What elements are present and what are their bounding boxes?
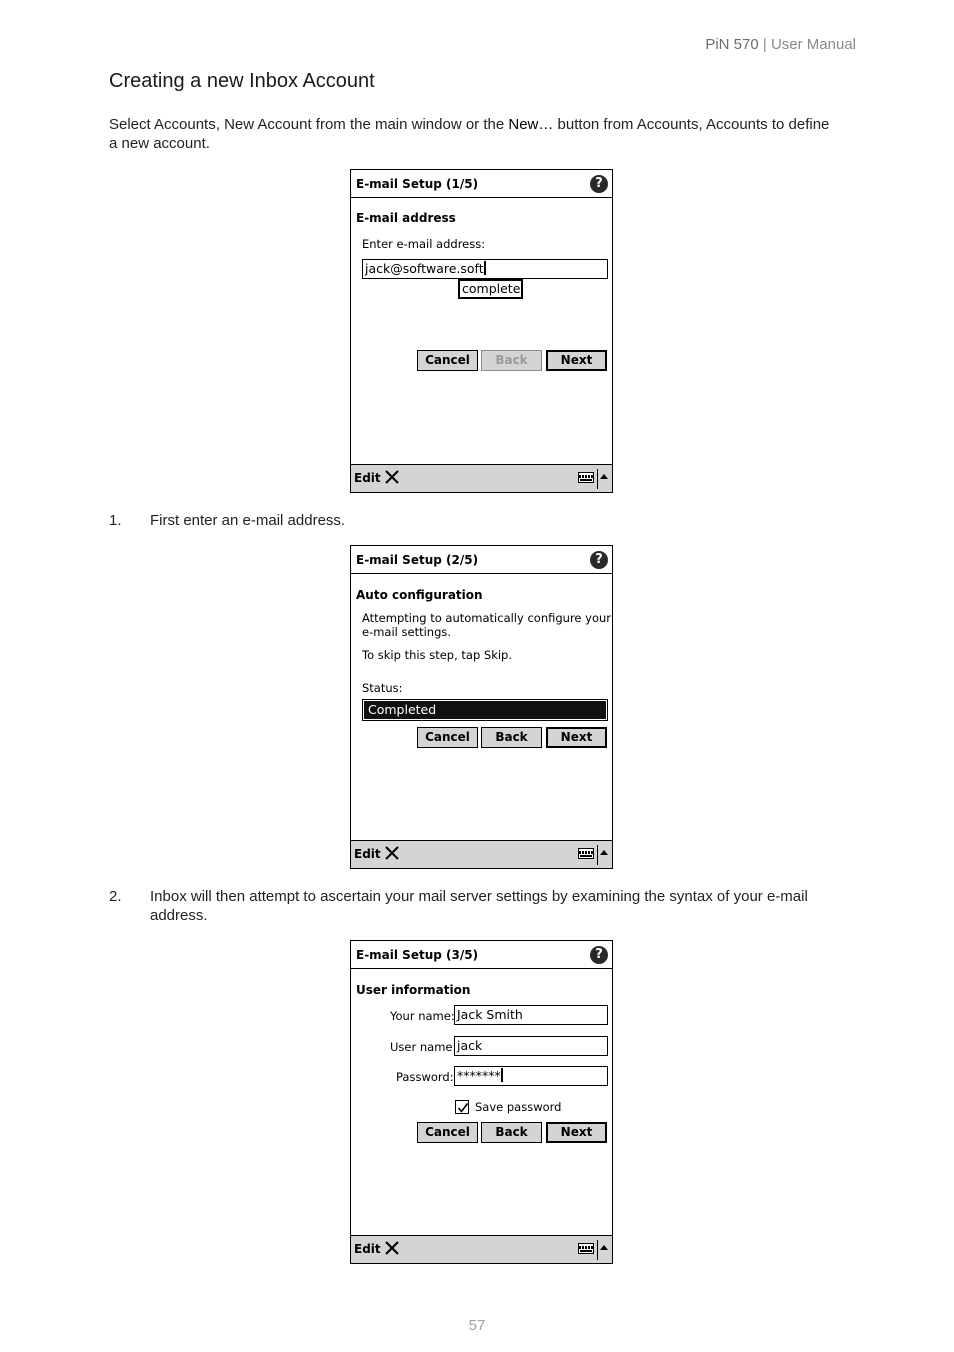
screen-title: E-mail Setup (2/5) [356,553,479,567]
keyboard-icon[interactable] [578,1243,594,1254]
cancel-button[interactable]: Cancel [417,727,478,748]
section-heading: E-mail address [356,211,456,225]
help-icon[interactable]: ? [590,175,608,193]
back-button[interactable]: Back [481,1122,542,1143]
user-name-label: User name: [390,1040,457,1054]
email-input[interactable] [362,259,608,279]
cut-icon[interactable] [384,845,400,861]
back-button[interactable]: Back [481,350,542,371]
email-setup-screen-3 [350,940,613,1264]
cancel-button[interactable]: Cancel [417,350,478,371]
help-icon[interactable]: ? [590,946,608,964]
input-panel-arrow-icon[interactable] [600,474,608,479]
password-value: ******* [457,1068,501,1083]
intro-text-2: button from Accounts, Accounts to define a new account. [109,116,830,152]
status-description-line-1: Attempting to automatically configure your [362,611,612,625]
section-heading: Auto configuration [356,588,483,602]
edit-menu[interactable]: Edit [354,471,381,485]
user-name-input[interactable] [454,1036,608,1056]
menu-bar [351,464,612,492]
header-separator: | [758,36,771,53]
cancel-button[interactable]: Cancel [417,1122,478,1143]
input-panel-arrow-icon[interactable] [600,1245,608,1250]
page-header [705,36,856,53]
save-password-checkbox[interactable] [455,1100,469,1114]
user-name-value: jack [457,1038,483,1053]
status-label: Status: [362,681,403,695]
back-button[interactable]: Back [481,727,542,748]
skip-instruction: To skip this step, tap Skip. [362,648,513,662]
keyboard-icon[interactable] [578,472,594,483]
status-description-line-2: e-mail settings. [362,625,452,639]
section-title: Creating a new Inbox Account [109,70,375,92]
text-cursor [484,261,486,275]
new-button-ref: New… [508,116,554,133]
cut-icon[interactable] [384,1240,400,1256]
screen-title: E-mail Setup (3/5) [356,948,479,962]
password-label: Password: [396,1070,454,1084]
keyboard-icon[interactable] [578,848,594,859]
page-number: 57 [468,1317,486,1334]
step-text: First enter an e-mail address. [150,512,346,529]
step-text: Inbox will then attempt to ascertain your mail server settings by examining the syntax of your e-mail address. [150,888,808,924]
autocomplete-text: complete [462,281,521,296]
edit-menu[interactable]: Edit [354,847,381,861]
menu-divider [597,1240,598,1260]
email-prompt-label: Enter e-mail address: [362,237,486,251]
manual-title: User Manual [770,36,856,53]
title-bar [351,170,612,198]
your-name-label: Your name: [390,1009,455,1023]
step-number: 2. [109,888,122,905]
cut-icon[interactable] [384,469,400,485]
title-bar [351,941,612,969]
next-button[interactable]: Next [546,1122,607,1143]
your-name-input[interactable] [454,1005,608,1025]
next-button[interactable]: Next [546,727,607,748]
edit-menu[interactable]: Edit [354,1242,381,1256]
next-button[interactable]: Next [546,350,607,371]
save-password-label: Save password [475,1100,562,1114]
menu-divider [597,845,598,865]
your-name-value: Jack Smith [457,1007,523,1022]
input-panel-arrow-icon[interactable] [600,850,608,855]
password-input[interactable] [454,1066,608,1086]
menu-divider [597,469,598,489]
email-input-value: jack@software.soft [365,261,484,276]
intro-text-1: Select Accounts, New Account from the main window or the [109,116,509,133]
autocomplete-suggestion[interactable] [458,279,523,299]
section-heading: User information [356,983,471,997]
step-number: 1. [109,512,122,529]
checkmark-icon [456,1101,470,1115]
email-setup-screen-1 [350,169,613,493]
email-setup-screen-2 [350,545,613,869]
screen-title: E-mail Setup (1/5) [356,177,479,191]
help-icon[interactable]: ? [590,551,608,569]
status-progress-bar [362,699,608,721]
title-bar [351,546,612,574]
status-value: Completed [364,701,606,719]
menu-bar [351,1235,612,1263]
intro-paragraph [109,116,839,153]
menu-bar [351,840,612,868]
product-name: PiN 570 [705,36,759,53]
text-cursor [501,1068,503,1082]
